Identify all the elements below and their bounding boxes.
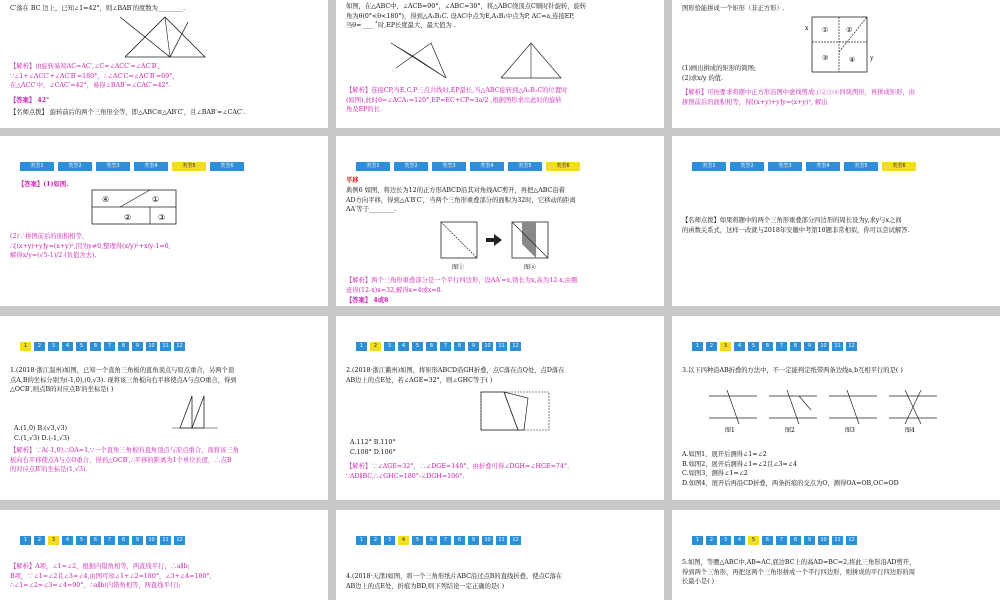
svg-text:图2: 图2 <box>785 427 795 434</box>
rotation-triangle-figure <box>110 12 220 62</box>
svg-text:③: ③ <box>822 54 829 62</box>
slide-7[interactable] <box>0 316 328 500</box>
tab-type3[interactable]: 类型3 <box>432 162 466 171</box>
tab-type4[interactable]: 类型4 <box>806 162 840 171</box>
nav-3[interactable]: 3 <box>384 342 395 351</box>
tab-type5[interactable]: 类型5 <box>508 162 542 171</box>
nav-9[interactable]: 9 <box>468 536 479 545</box>
rectangle-assembly-figure <box>90 188 180 228</box>
tab-type1[interactable]: 类型1 <box>692 162 726 171</box>
fig2-caption: 图② <box>524 264 537 271</box>
options-text: A.(1,0) B.(√3,√3) C.(1,√3) D.(-1,√3) <box>14 425 70 442</box>
nav-7[interactable]: 7 <box>776 342 787 351</box>
question-nav <box>20 536 185 545</box>
options-text: A.112° B.110° C.108° D.106° <box>350 439 396 456</box>
nav-10[interactable]: 10 <box>482 536 493 545</box>
nav-11[interactable]: 11 <box>496 536 507 545</box>
y-label: y <box>870 55 874 62</box>
nav-7[interactable]: 7 <box>440 536 451 545</box>
analysis-text: 【解析】由旋转易知AC=AC′,∠C=∠ACC′=∠AC′B′, ∵∠1+∠ACC′+∠AC′B′=180°，∴∠AC′C=∠AC′B′=69°， 在△ACC′中，∠CAC′=42°，易得∠BAB′=∠CAC′=42°. <box>10 63 179 89</box>
slide-9[interactable] <box>672 316 1000 500</box>
nav-10[interactable]: 10 <box>146 342 157 351</box>
nav-12[interactable]: 12 <box>846 536 857 545</box>
fold-rectangle-figure <box>476 388 556 436</box>
nav-1[interactable]: 1 <box>20 342 31 351</box>
tab-type2[interactable]: 类型2 <box>58 162 92 171</box>
nav-6[interactable]: 6 <box>762 536 773 545</box>
nav-6[interactable]: 6 <box>90 536 101 545</box>
question-text: 3.以下四种沿AB折叠的方法中，不一定能判定纸带两条边线a,b互相平行的是( ) <box>682 367 903 374</box>
nav-5[interactable]: 5 <box>748 342 759 351</box>
nav-2[interactable]: 2 <box>370 536 381 545</box>
svg-text:②: ② <box>124 213 132 222</box>
x-label: x <box>805 25 809 32</box>
nav-11[interactable]: 11 <box>832 342 843 351</box>
nav-8[interactable]: 8 <box>790 536 801 545</box>
section-heading: 平移 <box>346 177 359 184</box>
translation-figure <box>436 220 586 272</box>
nav-3[interactable]: 3 <box>48 342 59 351</box>
nav-1[interactable]: 1 <box>356 342 367 351</box>
nav-9[interactable]: 9 <box>804 536 815 545</box>
tab-type5[interactable]: 类型5 <box>844 162 878 171</box>
nav-10[interactable]: 10 <box>482 342 493 351</box>
nav-2[interactable]: 2 <box>34 342 45 351</box>
slide-4[interactable] <box>0 136 328 306</box>
topic-tabs <box>692 162 916 171</box>
svg-text:③: ③ <box>158 213 166 222</box>
tab-type6[interactable]: 类型6 <box>210 162 244 171</box>
nav-6[interactable]: 6 <box>426 536 437 545</box>
answer-text: 【答案】 4或8 <box>346 297 389 304</box>
rotation-figure-right <box>496 38 566 83</box>
nav-6[interactable]: 6 <box>90 342 101 351</box>
nav-6[interactable]: 6 <box>426 342 437 351</box>
nav-7[interactable]: 7 <box>104 536 115 545</box>
nav-7[interactable]: 7 <box>104 342 115 351</box>
question-nav <box>356 342 521 351</box>
nav-8[interactable]: 8 <box>454 342 465 351</box>
analysis-text: 【解析】∵A(-1,0),∴OA=1,∵一个直角三角板的直角顶点与原点重合，现将该三角 板向右平移使点A与点O重合，得到△OCB′,∴平移的距离为1个单位长度，∴点B 的对应点B′的坐标是(1,√3). <box>10 447 239 473</box>
nav-3[interactable]: 3 <box>384 536 395 545</box>
slide-10[interactable] <box>0 510 328 600</box>
options-text: A.如图1，展开后测得∠1=∠2 B.如图2，展开后测得∠1=∠2且∠3=∠4 C.如图3，测得∠1=∠2 D.如图4，展开后再沿CD折叠，两条折痕的交点为O，测得OA=OB,OC=OD <box>682 451 899 487</box>
tab-type6[interactable]: 类型6 <box>882 162 916 171</box>
svg-text:①: ① <box>822 26 829 34</box>
nav-4[interactable]: 4 <box>398 536 409 545</box>
question-text: C′落在 BC 边上，已知∠1=42°，则∠BAB′的度数为________. <box>10 5 186 12</box>
nav-11[interactable]: 11 <box>160 342 171 351</box>
tip-text: 【名师点拨】如果将题中的两个三角形重叠部分四边形的周长设为y,求y与x之间 的函数关系式，这样一改就与2018年安徽中考第10题非常相似，你可以尝试解答. <box>682 217 910 234</box>
nav-9[interactable]: 9 <box>132 342 143 351</box>
svg-text:图4: 图4 <box>905 427 915 434</box>
nav-9[interactable]: 9 <box>468 342 479 351</box>
fig1-caption: 图① <box>452 264 465 271</box>
nav-8[interactable]: 8 <box>118 536 129 545</box>
nav-5[interactable]: 5 <box>76 342 87 351</box>
rotation-figure-left <box>386 38 456 83</box>
question-text: 如图，在△ABC中，∠ACB=90°，∠ABC=30°，将△ABC绕顶点C顺时针旋转，旋转 角为θ(0°<θ<180°)，得到△A₁B₁C. 设AC中点为E,A₁B₁中点为P, AC=a,连接EP, 当θ= ___ ˚时,EP长度最大，最大值为 . <box>346 3 587 29</box>
nav-5[interactable]: 5 <box>412 342 423 351</box>
slide-1[interactable] <box>0 0 328 128</box>
nav-5[interactable]: 5 <box>748 536 759 545</box>
nav-1[interactable]: 1 <box>356 536 367 545</box>
answer-text: 【答案】(1)如图. <box>18 181 69 188</box>
nav-2[interactable]: 2 <box>706 342 717 351</box>
paper-strip-figures <box>707 386 957 434</box>
question-text: 5.如图，等腰△ABC中,AB=AC,底边BC上的高AD=BC=2,将此三角形沿AD剪开， 得到两个三角形，再把这两个三角形拼成一个平行四边形，则拼成的平行四边形的周 长最小是( ) <box>682 559 916 585</box>
slide-8[interactable] <box>336 316 664 500</box>
analysis-text: 【解析】可按要求将题中正方形沿图中虚线剪成①②③④四块图形，再拼成矩形，由 拼图前后的面积相等，得[(x+y)+y]y=(x+y)², 解出 <box>682 89 915 106</box>
topic-tabs <box>20 162 244 171</box>
nav-12[interactable]: 12 <box>510 342 521 351</box>
nav-7[interactable]: 7 <box>440 342 451 351</box>
tab-type3[interactable]: 类型3 <box>96 162 130 171</box>
nav-8[interactable]: 8 <box>118 342 129 351</box>
nav-9[interactable]: 9 <box>804 342 815 351</box>
nav-5[interactable]: 5 <box>412 536 423 545</box>
answer-text: 【答案】 42° <box>10 97 50 104</box>
nav-10[interactable]: 10 <box>146 536 157 545</box>
analysis-text: 【解析】∵∠AGE=32°，∴∠DGE=148°，由折叠可得∠DGH=∠HGE=74°. ∵AD∥BC,∴∠GHC=180°-∠DGH=106°. <box>346 463 570 480</box>
triangle-ruler-figure <box>170 392 220 434</box>
nav-8[interactable]: 8 <box>790 342 801 351</box>
nav-6[interactable]: 6 <box>762 342 773 351</box>
nav-12[interactable]: 12 <box>174 342 185 351</box>
question-text: 1.(2018·浙江温州)如图，已知一个直角三角板的直角顶点与原点重合，另两个顶 点A,B的坐标分别为(-1,0),(0,√3). 现将该三角板向右平移使点A与点O重合，得到 △OCB′,则点B的对应点B′的坐标是( ) <box>10 367 237 393</box>
tab-type6[interactable]: 类型6 <box>546 162 580 171</box>
analysis-text: 【解析】A项，∠1=∠2，根据内错角相等，两直线平行，∴a∥b; B项，∵∠1=∠2且∠3=∠4,由图可知∠1+∠2=180°，∠3+∠4=180°, ∴∠1=∠2=∠3=∠4=90°，∴a∥b(内错角相等，两直线平行); <box>10 563 212 589</box>
nav-3[interactable]: 3 <box>720 342 731 351</box>
tab-type1[interactable]: 类型1 <box>356 162 390 171</box>
svg-text:④: ④ <box>849 56 856 64</box>
nav-3[interactable]: 3 <box>720 536 731 545</box>
nav-3[interactable]: 3 <box>48 536 59 545</box>
nav-11[interactable]: 11 <box>832 536 843 545</box>
svg-text:②: ② <box>846 26 853 34</box>
nav-2[interactable]: 2 <box>706 536 717 545</box>
question-text: 4.(2018·天津)如图，将一个三角形纸片ABC沿过点B的直线折叠，使点C落在 AB边上的点E处，折痕为BD,则下列结论一定正确的是( ) <box>346 573 563 590</box>
nav-9[interactable]: 9 <box>132 536 143 545</box>
slide-11[interactable] <box>336 510 664 600</box>
nav-4[interactable]: 4 <box>734 342 745 351</box>
slide-5[interactable] <box>336 136 664 306</box>
tab-type3[interactable]: 类型3 <box>768 162 802 171</box>
nav-12[interactable]: 12 <box>846 342 857 351</box>
question-text: 典例6 如图，将边长为12的正方形ABCD沿其对角线AC剪开，再把△ABC沿着 AD方向平移，得到△A′B′C′，当两个三角形重叠部分的面积为32时，它移动的距离 AA′等于________. <box>346 187 576 213</box>
topic-tabs <box>356 162 580 171</box>
nav-12[interactable]: 12 <box>510 536 521 545</box>
nav-11[interactable]: 11 <box>496 342 507 351</box>
svg-text:图1: 图1 <box>725 427 735 434</box>
tip-text: 【名师点拨】 旋转前后的两个三角形全等，即△ABC≌△AB′C′，且∠BAB′=∠CAC′. <box>10 109 246 116</box>
svg-text:④: ④ <box>102 195 110 204</box>
tab-type2[interactable]: 类型2 <box>730 162 764 171</box>
svg-text:①: ① <box>152 195 160 204</box>
nav-1[interactable]: 1 <box>692 342 703 351</box>
svg-text:图3: 图3 <box>845 427 855 434</box>
question-nav <box>692 536 857 545</box>
tab-type4[interactable]: 类型4 <box>470 162 504 171</box>
question-parts: (1)画出拼成的矩形的简图; (2)求x/y 的值. <box>682 65 757 82</box>
nav-5[interactable]: 5 <box>76 536 87 545</box>
question-nav <box>356 536 521 545</box>
tab-type2[interactable]: 类型2 <box>394 162 428 171</box>
question-text: 图形恰能拼成一个矩形（非正方形）. <box>682 5 785 12</box>
nav-11[interactable]: 11 <box>160 536 171 545</box>
question-nav <box>692 342 857 351</box>
tab-type4[interactable]: 类型4 <box>134 162 168 171</box>
slide-12[interactable] <box>672 510 1000 600</box>
nav-8[interactable]: 8 <box>454 536 465 545</box>
analysis-text: 【解析】连接CP,当E,C,P三点共线时,EP最长,当△ABC旋转到△A₁B₁C的位置时 (如图),此时θ=∠ACA₁=120°,EP=EC+CP=3a/2 ,根据图形求出此时的旋转 角及EP的长. <box>346 87 568 113</box>
nav-4[interactable]: 4 <box>62 536 73 545</box>
nav-12[interactable]: 12 <box>174 536 185 545</box>
slide-3[interactable] <box>672 0 1000 128</box>
nav-2[interactable]: 2 <box>370 342 381 351</box>
nav-1[interactable]: 1 <box>20 536 31 545</box>
tab-type1[interactable]: 类型1 <box>20 162 54 171</box>
slide-6[interactable] <box>672 136 1000 306</box>
nav-4[interactable]: 4 <box>62 342 73 351</box>
slide-2[interactable] <box>336 0 664 128</box>
nav-1[interactable]: 1 <box>692 536 703 545</box>
tab-type5[interactable]: 类型5 <box>172 162 206 171</box>
nav-4[interactable]: 4 <box>734 536 745 545</box>
nav-4[interactable]: 4 <box>398 342 409 351</box>
question-nav <box>20 342 185 351</box>
nav-7[interactable]: 7 <box>776 536 787 545</box>
question-text: 2.(2018·浙江衢州)如图，将矩形ABCD沿GH折叠，点C落在点Q处，点D落在 AB边上的点E处，若∠AGE=32°，则∠GHC等于( ) <box>346 367 565 384</box>
nav-2[interactable]: 2 <box>34 536 45 545</box>
nav-10[interactable]: 10 <box>818 342 829 351</box>
analysis-text: 【解析】两个三角形重叠部分是一个平行四边形，设AA′=x,则长为x,高为12-x,由题 意得(12-x)x=32,解得x=4或x=8. <box>346 277 578 294</box>
nav-10[interactable]: 10 <box>818 536 829 545</box>
solution-part2: (2)∵拼图前后的面积相等， ∴[(x+y)+y]y=(x+y)²,因为y≠0,整理得(x/y)²+x/y-1=0, 解得x/y=(√5-1)/2 (负值舍去). <box>10 233 171 259</box>
